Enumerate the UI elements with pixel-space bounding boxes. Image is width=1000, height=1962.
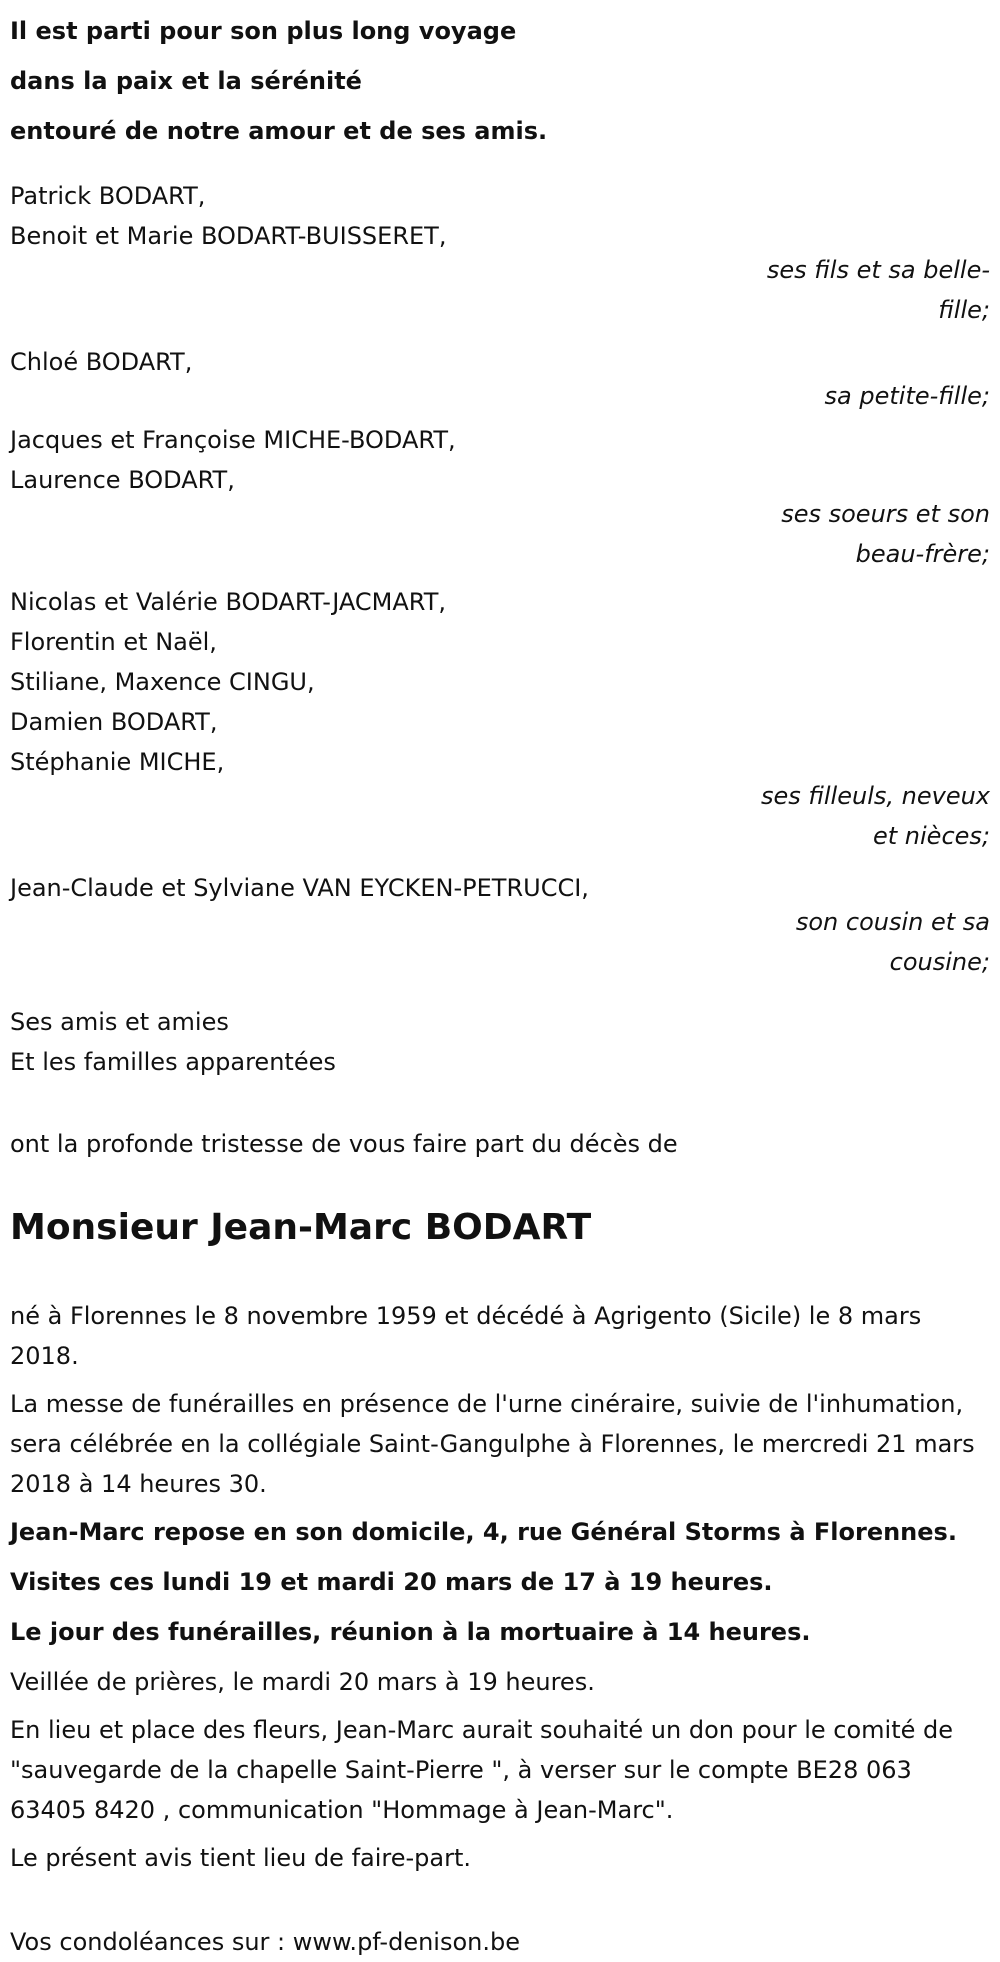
family-member: Stiliane, Maxence CINGU, [10,668,315,696]
friends-line: Et les familles apparentées [10,1048,336,1076]
donation-text: En lieu et place des fleurs, Jean-Marc aurait souhaité un don pour le comité de "sauvegarde de la chapelle Saint-Pierre ", à verser sur le compte BE28 063 63405 8420 , communication "Hommage à Jean-Marc". [10,1716,954,1824]
relation-label: ses fils et sa belle-fille; [766,256,990,324]
relation-label: son cousin et sa cousine; [795,908,990,976]
family-group-sisters [10,420,990,574]
family-member: Benoit et Marie BODART-BUISSERET, [10,222,447,250]
family-member: Jean-Claude et Sylviane VAN EYCKEN-PETRUCCI, [10,874,589,902]
condolences-text: Vos condoléances sur : www.pf-denison.be [10,1928,520,1956]
family-member: Chloé BODART, [10,348,193,376]
funeral-text: La messe de funérailles en présence de l'urne cinéraire, suivie de l'inhumation, sera célébrée en la collégiale Saint-Gangulphe à Florennes, le mercredi 21 mars 2018 à 14 heures 30. [10,1390,975,1498]
friends-line: Ses amis et amies [10,1008,229,1036]
obituary-page [0,6,1000,1956]
relation-label: ses filleuls, neveux et nièces; [760,782,990,850]
family-group-godchildren [10,582,990,856]
family-group-granddaughter [10,342,990,416]
relation-label: sa petite-fille; [824,382,990,410]
vigil-text: Veillée de prières, le mardi 20 mars à 19 heures. [10,1668,595,1696]
notice-text: Le présent avis tient lieu de faire-part. [10,1844,472,1872]
intro-verse [10,6,990,156]
family-member: Nicolas et Valérie BODART-JACMART, [10,588,446,616]
intro-line: Il est parti pour son plus long voyage [10,17,517,45]
family-list [10,176,990,1082]
meeting-text: Le jour des funérailles, réunion à la mortuaire à 14 heures. [10,1618,811,1646]
family-member: Florentin et Naël, [10,628,217,656]
announcement: ont la profonde tristesse de vous faire part du décès de [10,1130,678,1158]
birth-death-text: né à Florennes le 8 novembre 1959 et décédé à Agrigento (Sicile) le 8 mars 2018. [10,1302,922,1370]
repose-text: Jean-Marc repose en son domicile, 4, rue Général Storms à Florennes. [10,1518,957,1546]
family-member: Damien BODART, [10,708,218,736]
family-member: Stéphanie MICHE, [10,748,225,776]
intro-line: dans la paix et la sérénité [10,67,362,95]
relation-label: ses soeurs et son beau-frère; [781,500,990,568]
deceased-name: Monsieur Jean-Marc BODART [10,1207,592,1248]
family-group-sons [10,176,990,330]
family-member: Jacques et Françoise MICHE-BODART, [10,426,456,454]
friends-group [10,1002,990,1082]
intro-line: entouré de notre amour et de ses amis. [10,117,548,145]
family-member: Laurence BODART, [10,466,235,494]
visits-text: Visites ces lundi 19 et mardi 20 mars de 17 à 19 heures. [10,1568,773,1596]
family-member: Patrick BODART, [10,182,206,210]
family-group-cousins [10,868,990,982]
